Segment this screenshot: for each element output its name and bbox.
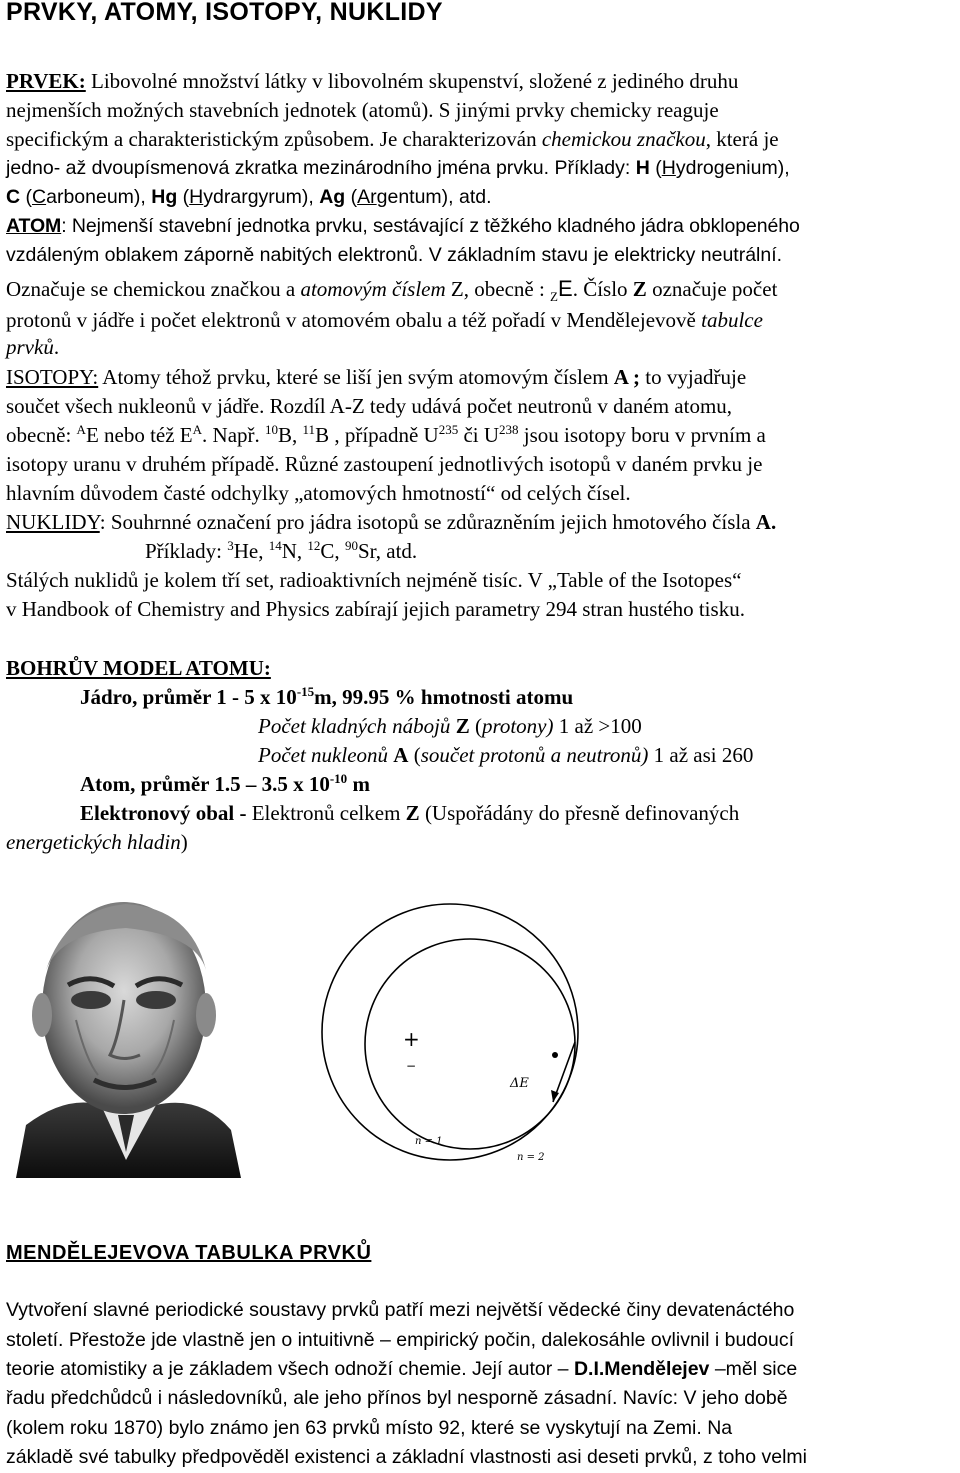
bohr-heading: BOHRŮV MODEL ATOMU: xyxy=(6,656,271,680)
isotopy-line-2: součet všech nukleonů v jádře. Rozdíl A-Z tedy udává počet neutronů v daném atomu, xyxy=(6,394,733,418)
atom-line-1: ATOM: Nejmenší stavební jednotka prvku, sestávající z těžkého kladného jádra obklopeného xyxy=(6,215,800,237)
atom-line-2: vzdáleným oblakem záporně nabitých elektronů. V základním stavu je elektricky neutrální. xyxy=(6,244,783,266)
portrait-photo xyxy=(6,890,246,1178)
isotopy-line-5: hlavním důvodem časté odchylky „atomových hmotností“ od celých čísel. xyxy=(6,481,631,505)
isotopy-label: ISOTOPY: xyxy=(6,365,99,389)
prvek-line-3: specifickým a charakteristickým způsobem. Je charakterizován chemickou značkou, která je xyxy=(6,127,779,151)
prvek-label: PRVEK: xyxy=(6,69,86,93)
bohr-atom-line: Atom, průměr 1.5 – 3.5 x $10^{-10}$ m xyxy=(80,771,370,796)
bohr-nucleon-line: Počet nukleonů A (součet protonů a neutronů) 1 až asi 260 xyxy=(258,743,754,767)
nucleus-plus: + xyxy=(403,1027,420,1051)
mendelejev-line-2: století. Přestože jde vlastně jen o intuitivně – empirický počin, dalekosáhle ovlivnil i budoucí xyxy=(6,1329,795,1351)
prvek-line-4: jedno- až dvoupísmenová zkratka mezinárodního jména prvku. Příklady: H (Hydrogenium), xyxy=(6,157,790,179)
nuklidy-label: NUKLIDY xyxy=(6,510,100,534)
bohr-nucleus-line: Jádro, průměr 1 - 5 x $10^{-15}m$, 99.95 % hmotnosti atomu xyxy=(80,684,574,709)
bohr-charge-line: Počet kladných nábojů Z (protony) 1 až >100 xyxy=(258,714,642,738)
bohr-orbit-diagram xyxy=(285,892,615,1182)
bohr-shell-line-2: energetických hladin) xyxy=(6,830,188,854)
mendelejev-line-4: řadu předchůdců i následovníků, ale jeho přínos byl nesporně zásadní. Navíc: V jeho době xyxy=(6,1387,788,1409)
isotopy-line-1: ISOTOPY: Atomy téhož prvku, které se liší jen svým atomovým číslem A ; to vyjadřuje xyxy=(6,365,747,389)
mendelejev-heading: MENDĚLEJEVOVA TABULKA PRVKŮ xyxy=(6,1242,372,1264)
mendelejev-line-6: základě své tabulky předpověděl existenci a základní vlastnosti asi deseti prvků, z toho velmi xyxy=(6,1446,808,1468)
atom-line-5: prvků. xyxy=(6,335,60,359)
portrait-image xyxy=(6,890,246,1178)
electron-dot xyxy=(552,1052,558,1058)
isotopy-line-3: obecně: $^A$E nebo též $E^A$. Např. $^{10}$B, $^{11}$B , případně $U^{235}$ či $U^{238}$ jsou isotopy boru v prvním a xyxy=(6,422,766,447)
mendelejev-line-3: teorie atomistiky a je základem všech odnoží chemie. Její autor – D.I.Mendělejev –měl sice xyxy=(6,1358,798,1380)
bohr-shell-line: Elektronový obal - Elektronů celkem Z (Uspořádány do přesně definovaných xyxy=(80,801,740,825)
mendelejev-line-1: Vytvoření slavné periodické soustavy prvků patří mezi největší vědecké činy devatenáctého xyxy=(6,1299,795,1321)
page-title: PRVKY, ATOMY, ISOTOPY, NUKLIDY xyxy=(6,0,443,26)
atom-line-4: protonů v jádře i počet elektronů v atomovém obalu a též pořadí v Mendělejevově tabulce xyxy=(6,308,763,332)
nuklidy-line-1: NUKLIDY: Souhrnné označení pro jádra isotopů se zdůrazněním jejich hmotového čísla A. xyxy=(6,510,777,534)
prvek-line-1: PRVEK: Libovolné množství látky v libovolném skupenství, složené z jediného druhu xyxy=(6,69,739,93)
atom-label: ATOM xyxy=(6,215,62,237)
inner-orbit xyxy=(365,939,575,1149)
n1-label: n = 1 xyxy=(415,1136,443,1147)
n2-label: n = 2 xyxy=(517,1152,545,1163)
delta-e-label: ΔE xyxy=(510,1076,529,1091)
prvek-line-5: C (Carboneum), Hg (Hydrargyrum), Ag (Argentum), atd. xyxy=(6,186,492,208)
mendelejev-line-5: (kolem roku 1870) bylo známo jen 63 prvků místo 92, které se vyskytují na Zemi. Na xyxy=(6,1417,733,1439)
atom-line-3: Označuje se chemickou značkou a atomovým číslem Z, obecně : $_Z$E. Číslo Z označuje počet xyxy=(6,276,778,305)
nuklidy-examples: Příklady: $^3$He, $^{14}$N, $^{12}$C, $^{90}$Sr, atd. xyxy=(145,538,418,563)
prvek-line-2: nejmenších možných stavebních jednotek (atomů). S jinými prvky chemicky reaguje xyxy=(6,98,719,122)
nuklidy-line-3: Stálých nuklidů je kolem tří set, radioaktivních nejméně tisíc. V „Table of the Isotopes“ xyxy=(6,568,742,592)
nuklidy-line-4: v Handbook of Chemistry and Physics zabírají jejich parametry 294 stran hustého tisku. xyxy=(6,597,745,621)
electron-minus: − xyxy=(406,1059,417,1073)
isotopy-line-4: isotopy uranu v druhém případě. Různé zastoupení jednotlivých isotopů v daném prvku je xyxy=(6,452,763,476)
